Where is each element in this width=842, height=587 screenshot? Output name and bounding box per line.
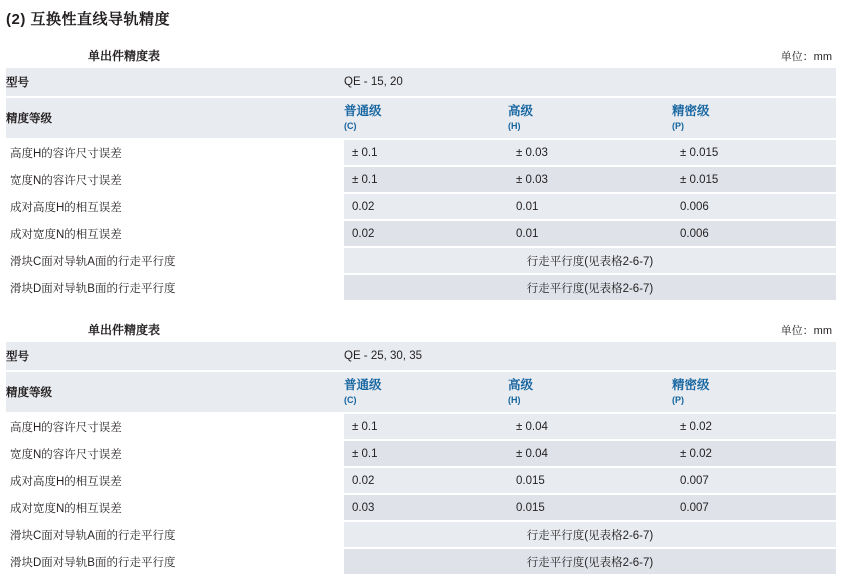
grade-column-high bbox=[508, 97, 672, 139]
grade-column-normal bbox=[344, 371, 508, 413]
grade-name: 普通级 bbox=[344, 104, 382, 119]
row-value: ± 0.02 bbox=[672, 413, 836, 440]
table-row bbox=[6, 139, 836, 166]
row-value: ± 0.015 bbox=[672, 139, 836, 166]
model-value: QE - 25, 30, 35 bbox=[344, 342, 836, 371]
row-value-span: 行走平行度(见表格2-6-7) bbox=[344, 548, 836, 575]
table-row bbox=[6, 440, 836, 467]
row-value: 0.02 bbox=[344, 193, 508, 220]
table-row bbox=[6, 548, 836, 575]
table-row bbox=[6, 371, 836, 413]
accuracy-table bbox=[6, 68, 836, 302]
table-row bbox=[6, 68, 836, 97]
grade-code: (H) bbox=[508, 394, 521, 405]
table-row bbox=[6, 247, 836, 274]
accuracy-table-block-2 bbox=[6, 318, 836, 576]
row-value: 0.01 bbox=[508, 193, 672, 220]
grade-code: (P) bbox=[672, 394, 684, 405]
table-row bbox=[6, 193, 836, 220]
grade-code: (H) bbox=[508, 120, 521, 131]
page-title: (2) 互换性直线导轨精度 bbox=[6, 11, 171, 28]
row-label: 滑块C面对导轨A面的行走平行度 bbox=[6, 247, 344, 274]
row-label: 成对宽度N的相互误差 bbox=[6, 494, 344, 521]
row-value: ± 0.03 bbox=[508, 139, 672, 166]
table-row bbox=[6, 97, 836, 139]
row-label: 成对高度H的相互误差 bbox=[6, 467, 344, 494]
row-value-span: 行走平行度(见表格2-6-7) bbox=[344, 521, 836, 548]
grade-column-high bbox=[508, 371, 672, 413]
row-value: 0.02 bbox=[344, 467, 508, 494]
model-header: 型号 bbox=[6, 342, 344, 371]
row-value: 0.015 bbox=[508, 467, 672, 494]
grade-code: (C) bbox=[344, 394, 357, 405]
row-label: 成对宽度N的相互误差 bbox=[6, 220, 344, 247]
accuracy-table-block-1 bbox=[6, 44, 836, 302]
row-label: 滑块D面对导轨B面的行走平行度 bbox=[6, 548, 344, 575]
table-row bbox=[6, 521, 836, 548]
table-row bbox=[6, 220, 836, 247]
row-value: ± 0.02 bbox=[672, 440, 836, 467]
row-label: 宽度N的容许尺寸误差 bbox=[6, 440, 344, 467]
table-caption: 单出件精度表 bbox=[88, 49, 161, 63]
row-value: 0.007 bbox=[672, 467, 836, 494]
grade-code: (C) bbox=[344, 120, 357, 131]
table-row bbox=[6, 274, 836, 301]
table-row bbox=[6, 342, 836, 371]
row-value: 0.015 bbox=[508, 494, 672, 521]
row-label: 高度H的容许尺寸误差 bbox=[6, 139, 344, 166]
row-label: 高度H的容许尺寸误差 bbox=[6, 413, 344, 440]
row-value: 0.03 bbox=[344, 494, 508, 521]
grade-name: 普通级 bbox=[344, 378, 382, 393]
row-value: 0.01 bbox=[508, 220, 672, 247]
grade-column-precision bbox=[672, 97, 836, 139]
grade-code: (P) bbox=[672, 120, 684, 131]
grade-header: 精度等级 bbox=[6, 97, 344, 139]
table-row bbox=[6, 467, 836, 494]
grade-name: 高级 bbox=[508, 378, 534, 393]
row-value-span: 行走平行度(见表格2-6-7) bbox=[344, 247, 836, 274]
model-header: 型号 bbox=[6, 68, 344, 97]
row-value: 0.02 bbox=[344, 220, 508, 247]
table-caption: 单出件精度表 bbox=[88, 323, 161, 337]
table-caption-row bbox=[6, 318, 836, 342]
table-unit: 单位：mm bbox=[780, 51, 832, 63]
model-value: QE - 15, 20 bbox=[344, 68, 836, 97]
table-row bbox=[6, 166, 836, 193]
row-label: 成对高度H的相互误差 bbox=[6, 193, 344, 220]
grade-column-normal bbox=[344, 97, 508, 139]
row-label: 滑块C面对导轨A面的行走平行度 bbox=[6, 521, 344, 548]
row-label: 宽度N的容许尺寸误差 bbox=[6, 166, 344, 193]
row-value: 0.006 bbox=[672, 193, 836, 220]
row-value: 0.006 bbox=[672, 220, 836, 247]
grade-name: 精密级 bbox=[672, 378, 710, 393]
table-row bbox=[6, 413, 836, 440]
table-row bbox=[6, 494, 836, 521]
grade-header: 精度等级 bbox=[6, 371, 344, 413]
row-value: ± 0.03 bbox=[508, 166, 672, 193]
row-value: ± 0.1 bbox=[344, 440, 508, 467]
row-value: ± 0.1 bbox=[344, 139, 508, 166]
row-value: ± 0.04 bbox=[508, 440, 672, 467]
row-value-span: 行走平行度(见表格2-6-7) bbox=[344, 274, 836, 301]
grade-name: 高级 bbox=[508, 104, 534, 119]
row-value: ± 0.1 bbox=[344, 166, 508, 193]
grade-column-precision bbox=[672, 371, 836, 413]
table-unit: 单位：mm bbox=[780, 325, 832, 337]
row-value: ± 0.04 bbox=[508, 413, 672, 440]
accuracy-table bbox=[6, 342, 836, 576]
row-value: 0.007 bbox=[672, 494, 836, 521]
grade-name: 精密级 bbox=[672, 104, 710, 119]
row-label: 滑块D面对导轨B面的行走平行度 bbox=[6, 274, 344, 301]
row-value: ± 0.015 bbox=[672, 166, 836, 193]
row-value: ± 0.1 bbox=[344, 413, 508, 440]
table-caption-row bbox=[6, 44, 836, 68]
